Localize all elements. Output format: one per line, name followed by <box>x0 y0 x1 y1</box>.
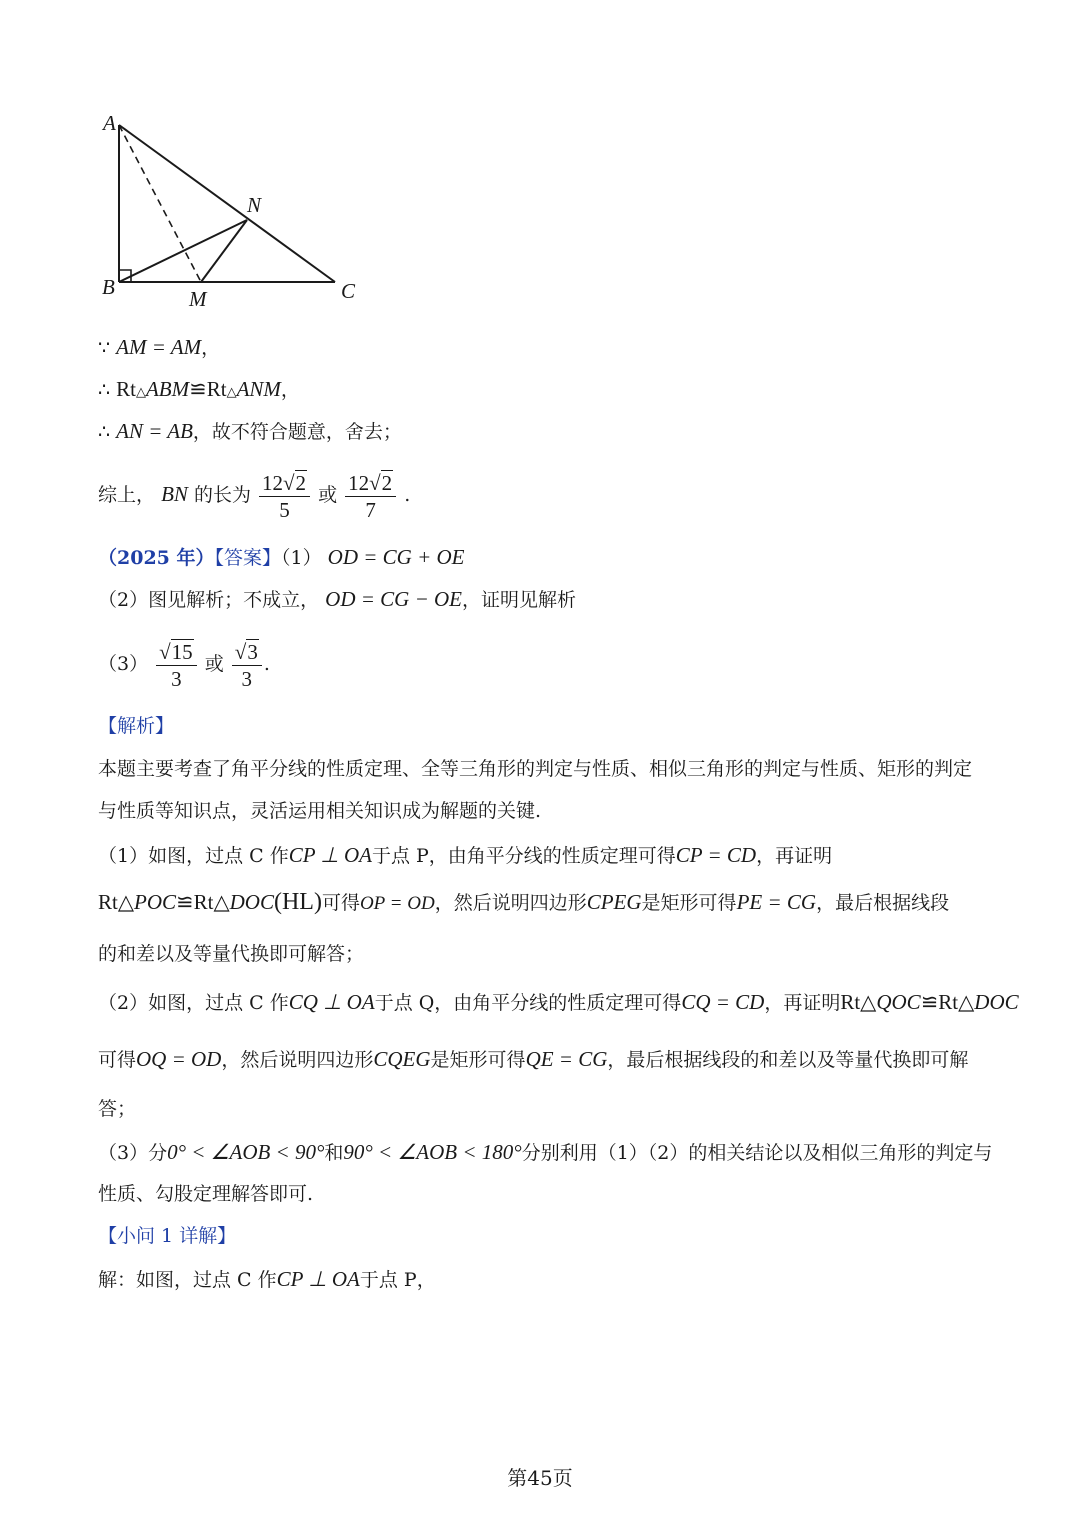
math-am-am: AM = AM <box>116 335 202 359</box>
text: 解：如图，过点 C 作 <box>98 1269 277 1291</box>
math: CQEG <box>373 1047 431 1071</box>
text: 可得 <box>321 892 360 914</box>
analysis-step2-line3 <box>98 1095 136 1123</box>
text: ，再证明 <box>756 845 833 867</box>
text: ，最后根据线段的和差以及等量代换即可解 <box>607 1049 969 1071</box>
math: PE = CG <box>736 890 817 914</box>
rt-label: Rt <box>206 377 227 401</box>
rt-label: Rt△ <box>193 890 230 914</box>
analysis-step1-line1 <box>98 841 832 870</box>
math: CPEG <box>586 890 642 914</box>
discard-text: ，故不符合题意，舍去； <box>192 421 402 443</box>
text: （2）如图，过点 C 作 <box>98 992 289 1014</box>
congruent-symbol: ≌ <box>176 890 194 914</box>
math: CP = CD <box>675 843 757 867</box>
denominator: 5 <box>279 497 290 522</box>
math: 90° < ∠AOB < 180° <box>343 1140 522 1164</box>
text: ，最后根据线段 <box>816 892 950 914</box>
text: 于点 P， <box>359 1269 436 1291</box>
math: CP ⊥ OA <box>276 1267 360 1291</box>
triangle-doc: DOC <box>974 990 1019 1014</box>
label-A: A <box>103 111 116 135</box>
part-number: （3） <box>98 653 149 675</box>
denominator: 3 <box>171 666 182 691</box>
rt-label: Rt <box>116 377 136 401</box>
label-B: B <box>102 275 115 299</box>
math: OP = OD <box>359 893 435 914</box>
intro-line-1: 本题主要考查了角平分线的性质定理、全等三角形的判定与性质、相似三角形的判定与性质、矩形的判定 <box>98 758 973 780</box>
congruent-symbol: ≌ <box>920 990 939 1014</box>
part-number: （2） <box>98 589 149 611</box>
line-congruent <box>98 375 300 407</box>
detail-tag <box>98 1222 236 1250</box>
analysis-label: 【解析】 <box>98 715 175 737</box>
triangle-icon: △ <box>226 385 237 400</box>
detail-solution-line <box>98 1265 436 1294</box>
fraction-12sqrt2-over-7: $\frac{12√2}{7}$ <box>345 470 396 523</box>
text: 的和差以及等量代换即可解答； <box>98 943 365 965</box>
text: 是矩形可得 <box>641 892 737 914</box>
math: CQ ⊥ OA <box>288 990 375 1014</box>
punct: . <box>404 484 411 506</box>
therefore-symbol: ∴ <box>98 379 111 401</box>
text: 可得 <box>98 1049 137 1071</box>
label-M: M <box>189 287 207 311</box>
analysis-intro <box>98 748 983 832</box>
analysis-step2-line1 <box>98 988 1019 1017</box>
triangle-qoc: QOC <box>876 990 921 1014</box>
triangle-abm: ABM <box>145 377 190 401</box>
text: 是矩形可得 <box>430 1049 526 1071</box>
page-number: 第45页 <box>507 1466 573 1490</box>
text: 和 <box>324 1142 344 1164</box>
congruent-symbol: ≌ <box>189 377 207 401</box>
denominator: 7 <box>365 497 376 522</box>
math: OQ = OD <box>136 1047 222 1071</box>
part2-end: ，证明见解析 <box>462 589 577 611</box>
year-tag: （2025 年） <box>98 547 215 569</box>
conclusion-mid: 的长为 <box>187 484 251 506</box>
line-because <box>98 333 220 362</box>
answer-line-3 <box>98 636 270 692</box>
triangle-icon: △ <box>135 385 146 400</box>
radicand: 15 <box>171 639 193 664</box>
label-N: N <box>247 193 262 217</box>
math: CQ = CD <box>681 990 765 1014</box>
segment-AM-dashed <box>119 125 201 282</box>
text: ，再证明 <box>764 992 841 1014</box>
or-text: 或 <box>204 653 224 675</box>
coef: 12 <box>262 470 283 495</box>
text: 答； <box>98 1098 137 1120</box>
analysis-step3-line2 <box>98 1180 313 1208</box>
because-symbol: ∵ <box>98 337 111 359</box>
hl-label: (HL) <box>273 889 322 915</box>
text: 于点 Q，由角平分线的性质定理可得 <box>374 992 682 1014</box>
math-bn: BN <box>161 482 188 506</box>
math-part1-answer: OD = CG + OE <box>327 545 465 569</box>
rt-label: Rt△ <box>840 990 877 1014</box>
denominator: 3 <box>241 666 253 691</box>
text: 于点 P，由角平分线的性质定理可得 <box>371 845 676 867</box>
or-text: 或 <box>318 484 338 506</box>
math: 0° < ∠AOB < 90° <box>167 1140 325 1164</box>
part2-text: 图见解析；不成立， <box>148 589 320 611</box>
fraction-12sqrt2-over-5: $\frac{12√2}{5}$ <box>259 470 310 523</box>
text: ，然后说明四边形 <box>434 892 587 914</box>
radicand: 2 <box>295 470 307 495</box>
triangle-anm: ANM <box>236 377 281 401</box>
coef: 12 <box>348 470 370 495</box>
answer-tag: 【答案】 <box>214 547 282 569</box>
conclusion-prefix: 综上， <box>98 484 156 506</box>
punct: ， <box>280 379 300 401</box>
intro-line-2: 与性质等知识点，灵活运用相关知识成为解题的关键. <box>98 800 542 822</box>
analysis-step3-line1 <box>98 1138 992 1167</box>
text: ，然后说明四边形 <box>221 1049 374 1071</box>
rt-label: Rt△ <box>98 890 134 914</box>
rt-label: Rt△ <box>938 990 975 1014</box>
punct: . <box>263 653 270 675</box>
segment-MN <box>201 220 247 282</box>
analysis-step1-line3 <box>98 940 364 968</box>
radicand: 2 <box>381 470 393 495</box>
detail-label: 【小问 1 详解】 <box>98 1225 237 1247</box>
analysis-tag <box>98 712 174 740</box>
triangle-figure <box>95 108 365 318</box>
triangle-poc: POC <box>134 890 176 914</box>
text: 分别利用（1）（2）的相关结论以及相似三角形的判定与 <box>521 1142 993 1164</box>
analysis-step2-line2 <box>98 1045 968 1074</box>
math: QE = CG <box>525 1047 608 1071</box>
radicand: 3 <box>247 639 258 664</box>
text: 性质、勾股定理解答即可. <box>98 1183 314 1205</box>
text: （3）分 <box>98 1142 168 1164</box>
fraction-sqrt3-over-3: $\frac{√3}{3}$ <box>232 639 262 692</box>
line-an-ab <box>98 417 402 446</box>
answer-line-2 <box>98 585 576 614</box>
line-conclusion <box>98 466 410 523</box>
text: （1）如图，过点 C 作 <box>98 845 289 867</box>
math-an-ab: AN = AB <box>116 419 193 443</box>
punct: ， <box>201 337 221 359</box>
segment-BN <box>119 220 247 282</box>
therefore-symbol: ∴ <box>98 421 111 443</box>
part-number: （1） <box>281 547 322 569</box>
answer-line-1 <box>98 543 465 572</box>
triangle-doc: DOC <box>229 890 274 914</box>
segment-AC <box>119 125 335 282</box>
analysis-step1-line2 <box>98 888 949 918</box>
fraction-sqrt15-over-3: $\frac{√15}{3}$ <box>156 639 197 692</box>
math: CP ⊥ OA <box>288 843 372 867</box>
math-part2-answer: OD = CG − OE <box>325 587 462 611</box>
label-C: C <box>341 279 356 303</box>
